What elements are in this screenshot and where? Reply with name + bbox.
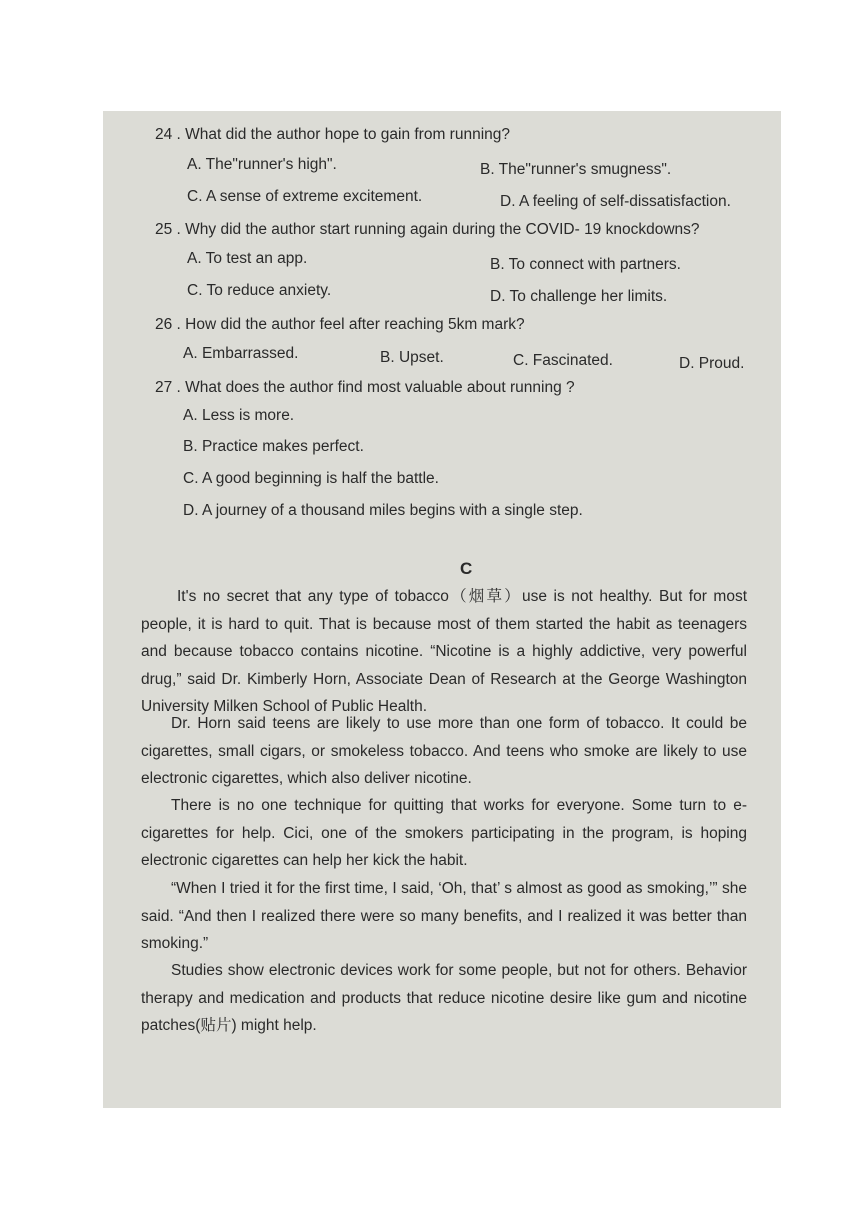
question-24-option-b: B. The"runner's smugness". (480, 161, 672, 178)
question-27-option-a: A. Less is more. (183, 407, 295, 424)
passage-paragraph-5: Studies show electronic devices work for some people, but not for others. Behavior therapy and medication and products that reduce nicotine desire like gum and nicotine patches(贴片) might help. (141, 962, 747, 1034)
question-25-option-b: B. To connect with partners. (490, 256, 681, 273)
question-26-option-d: D. Proud. (679, 355, 745, 372)
question-25-option-c: C. To reduce anxiety. (187, 282, 332, 299)
passage-paragraph-4: “When I tried it for the first time, I said, ‘Oh, that’ s almost as good as smoking,’” she said. “And then I realized there were so many benefits, and I realized it was better than smoking.” (141, 880, 747, 952)
question-27-option-c: C. A good beginning is half the battle. (183, 470, 439, 487)
question-27-stem: 27 . What does the author find most valuable about running ? (155, 379, 575, 396)
question-24-option-d: D. A feeling of self-dissatisfaction. (500, 193, 731, 210)
passage-paragraph-3: There is no one technique for quitting that works for everyone. Some turn to e-cigarettes for help. Cici, one of the smokers participating in the program, is hoping electronic cigarettes can help her kick the habit. (141, 797, 747, 869)
question-26-option-a: A. Embarrassed. (183, 345, 299, 362)
question-25-option-a: A. To test an app. (187, 250, 308, 267)
question-27-option-b: B. Practice makes perfect. (183, 438, 364, 455)
passage-paragraph-1: It's no secret that any type of tobacco（烟草）use is not healthy. But for most people, it is hard to quit. That is because most of them started the habit as teenagers and because tobacco contains nicotine. “Nicotine is a highly addictive, very powerful drug,” said Dr. Kimberly Horn, Associate Dean of Research at the George Washington University Milken School of Public Health. (141, 588, 747, 715)
question-24-option-a: A. The"runner's high". (187, 156, 337, 173)
question-26-option-b: B. Upset. (380, 349, 444, 366)
question-25-option-d: D. To challenge her limits. (490, 288, 668, 305)
question-26-option-c: C. Fascinated. (513, 352, 613, 369)
passage-paragraph-2: Dr. Horn said teens are likely to use more than one form of tobacco. It could be cigarettes, small cigars, or smokeless tobacco. And teens who smoke are likely to use electronic cigarettes, which also deliver nicotine. (141, 715, 747, 787)
exam-page (103, 111, 781, 1108)
question-24-option-c: C. A sense of extreme excitement. (187, 188, 423, 205)
question-25-stem: 25 . Why did the author start running again during the COVID- 19 knockdowns? (155, 221, 700, 238)
section-heading: C (460, 559, 473, 578)
question-26-stem: 26 . How did the author feel after reaching 5km mark? (155, 316, 525, 333)
question-24-stem: 24 . What did the author hope to gain from running? (155, 126, 511, 143)
question-27-option-d: D. A journey of a thousand miles begins with a single step. (183, 502, 583, 519)
